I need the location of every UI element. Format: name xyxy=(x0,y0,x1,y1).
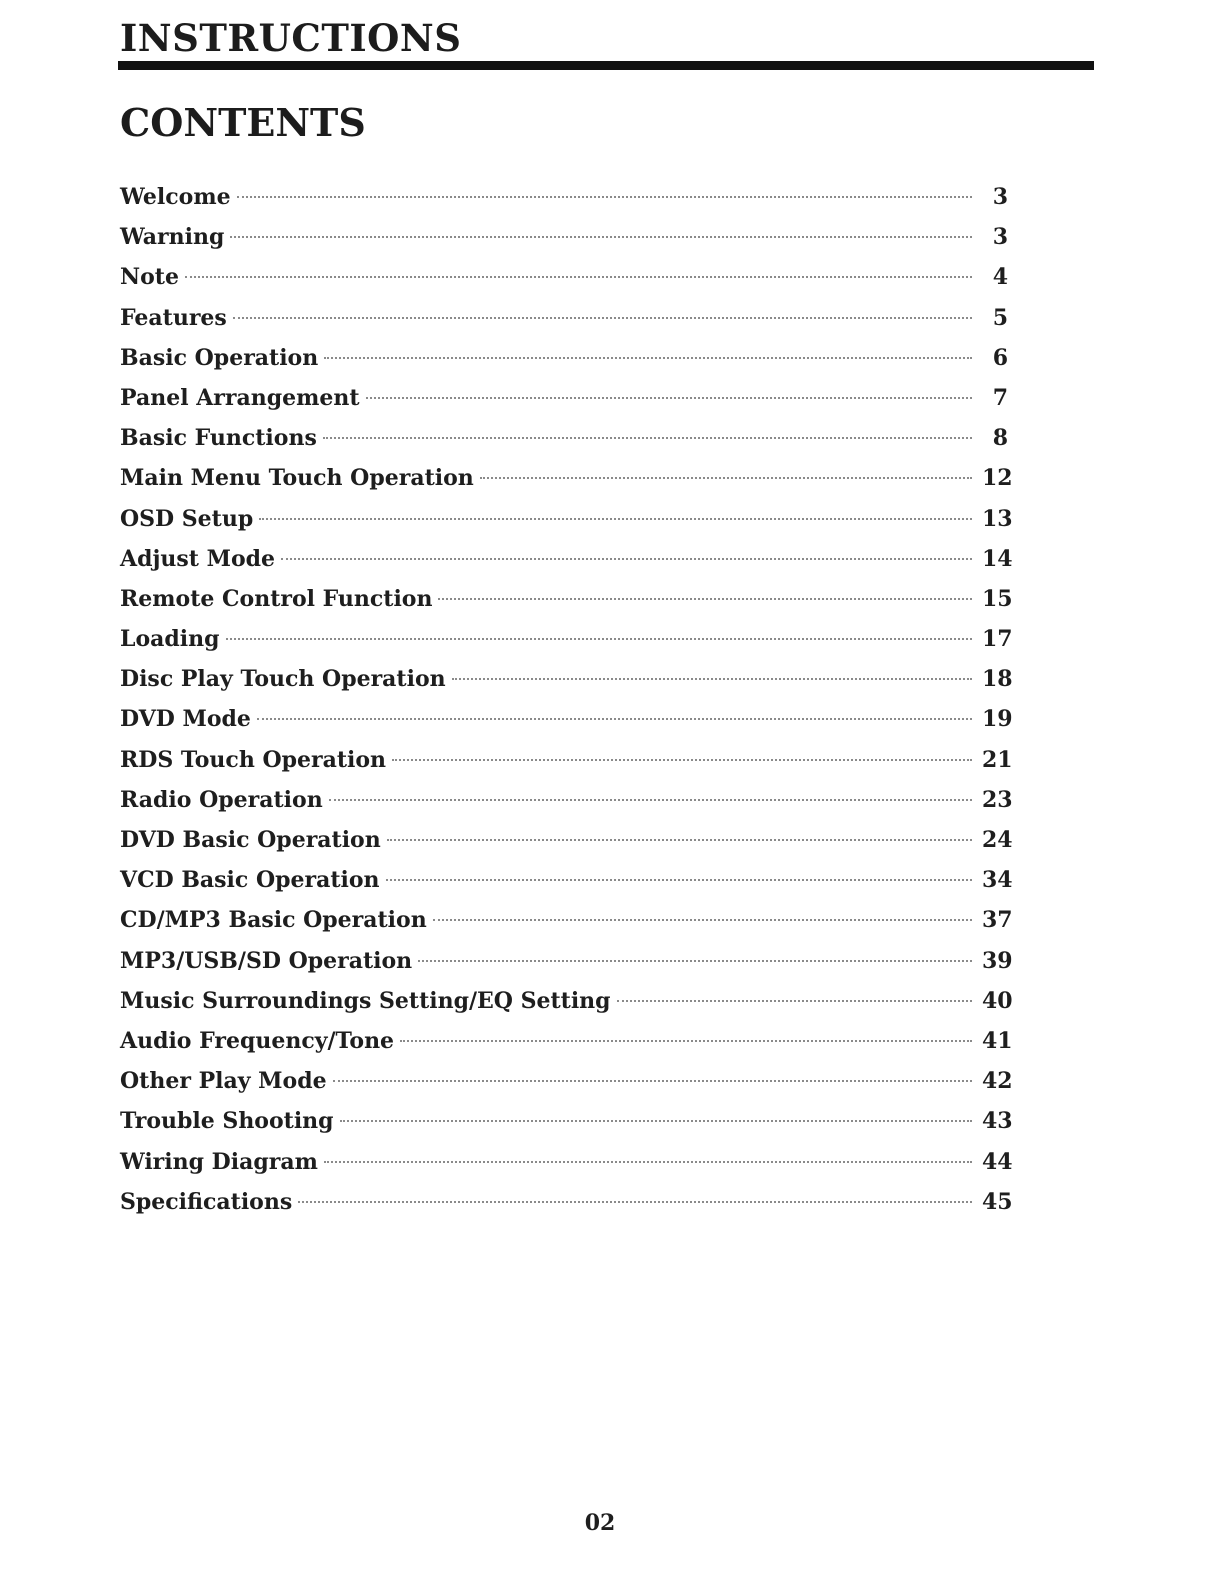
toc-entry-page: 3 xyxy=(992,184,1008,210)
toc-entry-page: 7 xyxy=(992,384,1008,411)
toc-entry xyxy=(120,987,1013,1028)
toc-entry-label: Basic Operation xyxy=(120,344,319,371)
toc-entry-page: 6 xyxy=(992,344,1008,371)
toc-entry-page: 12 xyxy=(982,465,1013,492)
toc-dot-leader xyxy=(257,718,972,720)
toc-entry-page: 4 xyxy=(992,264,1008,291)
toc-entry-label: Basic Functions xyxy=(120,425,317,452)
toc-entry xyxy=(120,947,1013,988)
toc-entry-label: Panel Arrangement xyxy=(120,384,360,411)
toc-entry xyxy=(120,706,1013,746)
toc-entry xyxy=(120,345,1008,385)
toc-dot-leader xyxy=(438,598,972,600)
toc-entry-page: 42 xyxy=(982,1068,1013,1095)
toc-entry xyxy=(120,626,1013,666)
contents-heading: CONTENTS xyxy=(120,100,366,145)
toc-entry xyxy=(120,786,1013,827)
toc-dot-leader xyxy=(226,638,972,640)
toc-entry-page: 41 xyxy=(982,1027,1013,1054)
toc-entry-label: Main Menu Touch Operation xyxy=(120,465,474,492)
toc-entry xyxy=(120,1148,1013,1189)
toc-entry xyxy=(120,746,1013,787)
toc-entry-page: 13 xyxy=(982,505,1013,532)
page-number: 02 xyxy=(584,1510,616,1536)
toc-entry-label: Radio Operation xyxy=(120,786,323,813)
toc-entry xyxy=(120,264,1008,304)
toc-entry xyxy=(120,1068,1013,1108)
toc-entry-page: 40 xyxy=(982,987,1013,1014)
toc-entry-label: Note xyxy=(120,264,179,291)
toc-entry-label: Warning xyxy=(120,224,225,251)
toc-entry-page: 5 xyxy=(992,304,1008,331)
toc-entry-page: 21 xyxy=(982,746,1013,773)
toc-entry-page: 45 xyxy=(982,1188,1013,1215)
toc-dot-leader xyxy=(387,839,972,841)
toc-entry-page: 24 xyxy=(982,827,1013,853)
table-of-contents xyxy=(120,184,1013,1229)
toc-dot-leader xyxy=(185,276,972,278)
toc-entry-page: 23 xyxy=(982,786,1013,813)
toc-dot-leader xyxy=(237,196,972,198)
toc-entry-label: RDS Touch Operation xyxy=(120,746,387,773)
toc-entry-page: 19 xyxy=(982,706,1013,733)
toc-dot-leader xyxy=(324,357,972,359)
toc-entry-label: DVD Mode xyxy=(120,706,251,733)
toc-entry xyxy=(120,465,1013,505)
toc-entry-page: 14 xyxy=(982,545,1013,572)
toc-entry-label: Welcome xyxy=(120,184,231,210)
toc-entry-label: Trouble Shooting xyxy=(120,1108,334,1135)
toc-entry xyxy=(120,1027,1013,1068)
toc-entry xyxy=(120,585,1013,626)
toc-entry-label: Other Play Mode xyxy=(120,1068,327,1095)
toc-entry-page: 44 xyxy=(982,1148,1013,1175)
toc-entry-page: 37 xyxy=(982,907,1013,934)
toc-dot-leader xyxy=(340,1120,972,1122)
toc-dot-leader xyxy=(617,1000,972,1002)
toc-dot-leader xyxy=(281,558,972,560)
toc-dot-leader xyxy=(230,236,972,238)
toc-entry-label: Disc Play Touch Operation xyxy=(120,666,446,693)
toc-entry-page: 3 xyxy=(992,224,1008,251)
toc-entry-label: Specifications xyxy=(120,1188,293,1215)
toc-entry-page: 34 xyxy=(982,867,1013,894)
toc-dot-leader xyxy=(259,518,972,520)
toc-entry xyxy=(120,545,1013,586)
toc-entry xyxy=(120,827,1013,867)
toc-entry-page: 17 xyxy=(982,626,1013,653)
toc-dot-leader xyxy=(386,879,972,881)
toc-entry-page: 18 xyxy=(982,666,1013,693)
toc-dot-leader xyxy=(400,1040,972,1042)
toc-entry-label: Wiring Diagram xyxy=(120,1148,318,1175)
toc-dot-leader xyxy=(366,397,972,399)
toc-entry xyxy=(120,505,1013,546)
toc-entry-label: Music Surroundings Setting/EQ Setting xyxy=(120,987,611,1014)
toc-entry xyxy=(120,907,1013,947)
toc-entry xyxy=(120,1108,1013,1148)
toc-entry-label: VCD Basic Operation xyxy=(120,867,380,894)
toc-entry xyxy=(120,867,1013,907)
toc-entry-page: 8 xyxy=(992,425,1008,452)
toc-dot-leader xyxy=(452,678,972,680)
toc-dot-leader xyxy=(329,799,972,801)
header-rule-divider xyxy=(118,61,1094,70)
toc-entry-label: Adjust Mode xyxy=(120,545,276,572)
toc-dot-leader xyxy=(233,317,972,319)
toc-entry xyxy=(120,425,1008,465)
toc-dot-leader xyxy=(418,960,972,962)
toc-dot-leader xyxy=(480,477,972,479)
toc-dot-leader xyxy=(433,919,972,921)
toc-dot-leader xyxy=(392,759,972,761)
toc-dot-leader xyxy=(323,437,972,439)
toc-entry-label: DVD Basic Operation xyxy=(120,827,381,853)
toc-entry xyxy=(120,666,1013,706)
toc-dot-leader xyxy=(333,1080,972,1082)
toc-entry-page: 15 xyxy=(982,585,1013,612)
toc-entry xyxy=(120,1188,1013,1229)
toc-entry xyxy=(120,385,1008,425)
toc-entry-label: Audio Frequency/Tone xyxy=(120,1027,395,1054)
toc-entry-label: MP3/USB/SD Operation xyxy=(120,947,413,974)
toc-dot-leader xyxy=(298,1201,972,1203)
toc-entry-label: OSD Setup xyxy=(120,505,254,532)
toc-entry-page: 43 xyxy=(982,1108,1013,1135)
toc-entry-label: Features xyxy=(120,304,227,331)
toc-entry xyxy=(120,305,1008,345)
toc-dot-leader xyxy=(324,1161,972,1163)
toc-entry-label: CD/MP3 Basic Operation xyxy=(120,907,427,934)
toc-entry-label: Loading xyxy=(120,626,220,653)
toc-entry xyxy=(120,224,1008,264)
toc-entry-page: 39 xyxy=(982,947,1013,974)
toc-entry xyxy=(120,184,1008,224)
page-header-title: INSTRUCTIONS xyxy=(120,16,462,60)
toc-entry-label: Remote Control Function xyxy=(120,585,433,612)
